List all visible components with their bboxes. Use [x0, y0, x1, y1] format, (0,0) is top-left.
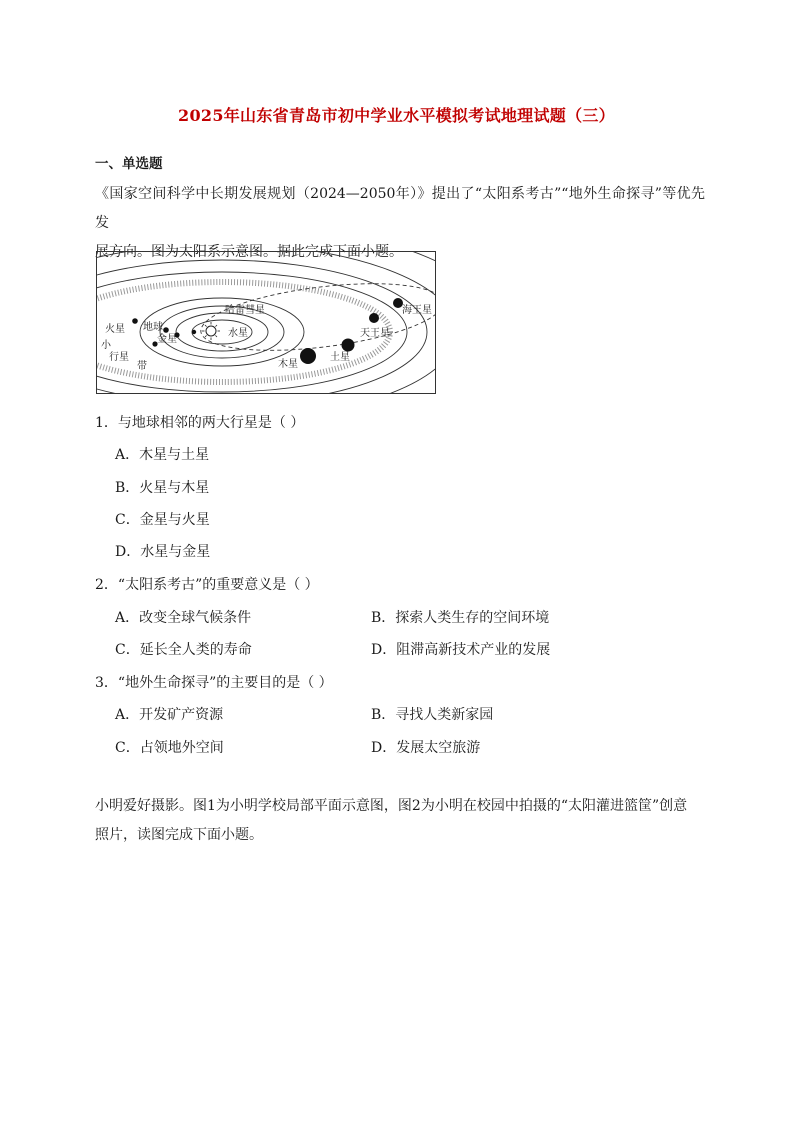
question-2-option-c[interactable]: C．延长全人类的寿命: [115, 642, 252, 658]
planet-jupiter: [300, 348, 316, 364]
question-3-option-c[interactable]: C．占领地外空间: [115, 740, 224, 756]
solar-system-figure: [96, 251, 436, 394]
label-mars: 火星: [105, 324, 125, 335]
label-earth: 地球: [143, 322, 163, 333]
planet-earth: [163, 327, 169, 333]
planet-mars: [132, 318, 138, 324]
label-halley: 哈雷彗星: [225, 305, 265, 316]
page-title: 2025年山东省青岛市初中学业水平模拟考试地理试题（三）: [178, 106, 615, 125]
question-1-option-b[interactable]: B．火星与木星: [115, 480, 210, 496]
label-dai: 带: [137, 361, 147, 372]
label-venus: 金星: [157, 334, 177, 345]
intro-line: 小明爱好摄影。图1为小明学校局部平面示意图，图2为小明在校园中拍摄的“太阳灌进篮筐”创意: [95, 798, 688, 814]
label-xingxing: 行星: [109, 352, 129, 363]
label-uranus: 天王星: [360, 328, 390, 339]
section-heading: 一、单选题: [95, 156, 163, 172]
intro-line: 照片，读图完成下面小题。: [95, 827, 263, 843]
planet-uranus: [369, 313, 379, 323]
question-3-option-d[interactable]: D．发展太空旅游: [371, 740, 481, 756]
question-2-option-a[interactable]: A．改变全球气候条件: [115, 610, 252, 626]
label-jupiter: 木星: [278, 359, 298, 370]
question-2-option-d[interactable]: D．阻滞高新技术产业的发展: [371, 642, 551, 658]
intro-line: 展方向。图为太阳系示意图。据此完成下面小题。: [95, 244, 403, 260]
label-mercury: 水星: [228, 328, 248, 339]
sun-icon: [202, 322, 220, 340]
question-3-option-b[interactable]: B．寻找人类新家园: [371, 707, 494, 723]
intro-paragraph-2: [95, 792, 705, 850]
label-xiao: 小: [101, 340, 111, 351]
question-1-option-a[interactable]: A．木星与土星: [115, 447, 210, 463]
label-saturn: 土星: [330, 352, 350, 363]
planet-saturn: [342, 339, 355, 352]
label-neptune: 海王星: [402, 305, 432, 316]
question-2-stem: 2．“太阳系考古”的重要意义是（ ）: [95, 577, 319, 593]
planet-mercury: [192, 330, 196, 334]
question-2-option-b[interactable]: B．探索人类生存的空间环境: [371, 610, 550, 626]
intro-line: 《国家空间科学中长期发展规划（2024—2050年）》提出了“太阳系考古”“地外生命探寻”等优先发: [95, 186, 705, 231]
question-3-stem: 3．“地外生命探寻”的主要目的是（ ）: [95, 675, 333, 691]
question-1-stem: 1．与地球相邻的两大行星是（ ）: [95, 415, 305, 431]
question-3-option-a[interactable]: A．开发矿产资源: [115, 707, 224, 723]
question-1-option-c[interactable]: C．金星与火星: [115, 512, 210, 528]
question-1-option-d[interactable]: D．水星与金星: [115, 544, 211, 560]
